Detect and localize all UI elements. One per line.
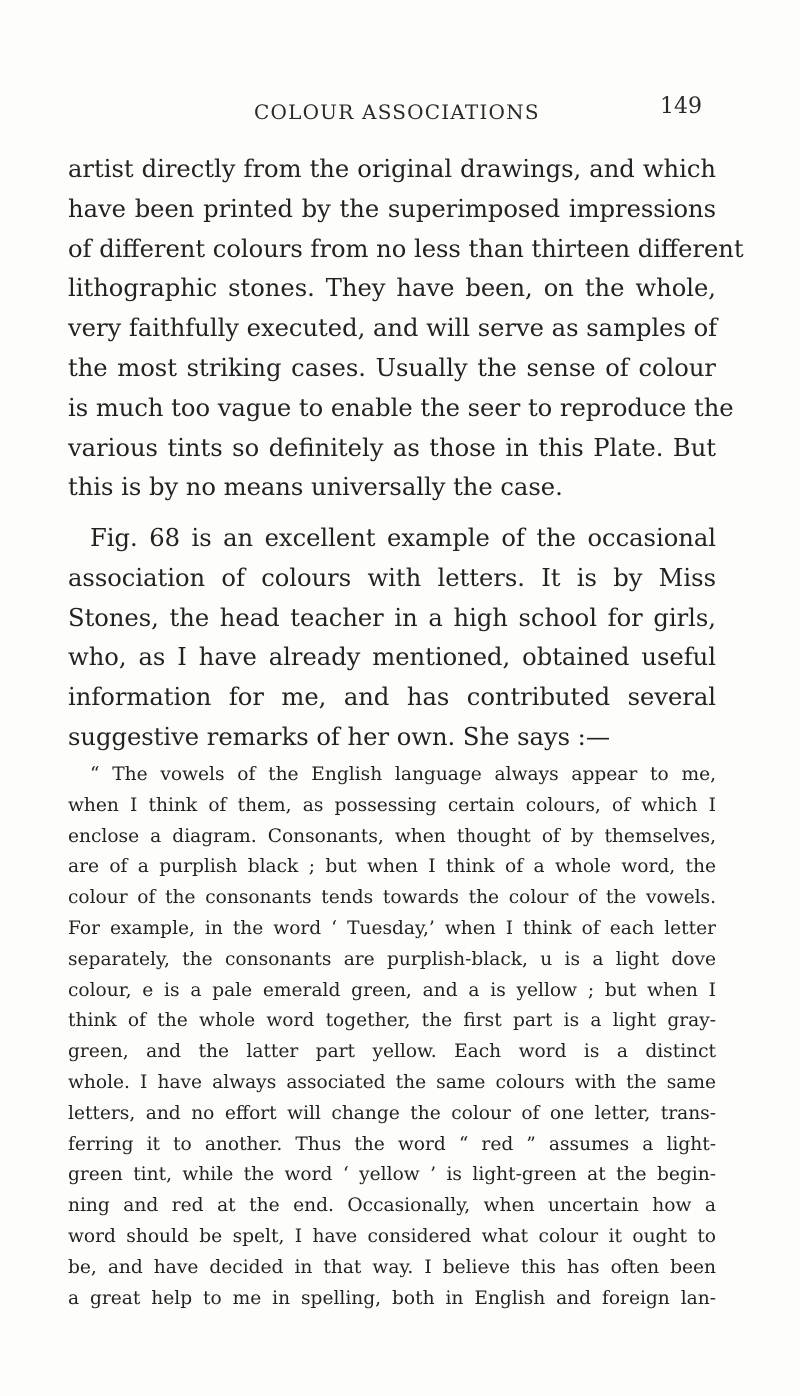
quote-line: For example, in the word ‘ Tuesday,’ when I think of each letter: [68, 917, 716, 939]
quote-line: be, and have decided in that way. I believe this has often been: [68, 1256, 716, 1278]
text-line: is much too vague to enable the seer to reproduce the: [68, 393, 734, 422]
quote-line: “ The vowels of the English language always appear to me,: [90, 764, 716, 785]
quote-line: whole. I have always associated the same colours with the same: [68, 1071, 716, 1093]
text-line: suggestive remarks of her own. She says :—: [68, 722, 611, 751]
text-line: very faithfully executed, and will serve as samples of: [68, 314, 718, 343]
quote-line: separately, the consonants are purplish-black, u is a light dove: [68, 948, 716, 970]
running-title: COLOUR ASSOCIATIONS: [254, 100, 540, 124]
quote-line: a great help to me in spelling, both in English and foreign lan-: [68, 1287, 716, 1309]
text-line: lithographic stones. They have been, on the whole,: [68, 274, 716, 303]
quote-line: letters, and no effort will change the colour of one letter, trans-: [68, 1102, 716, 1124]
quote-line: enclose a diagram. Consonants, when thought of by themselves,: [68, 825, 716, 847]
page-header: [70, 90, 710, 130]
text-line: information for me, and has contributed several: [68, 683, 716, 712]
text-line: have been printed by the superimposed impressions: [68, 194, 716, 223]
quote-line: green tint, while the word ‘ yellow ’ is light-green at the begin-: [68, 1164, 716, 1186]
text-line: artist directly from the original drawings, and which: [68, 155, 716, 183]
quote-line: are of a purplish black ; but when I think of a whole word, the: [68, 856, 716, 878]
text-line: the most striking cases. Usually the sense of colour: [68, 353, 716, 382]
block-quote: [68, 760, 716, 1314]
quote-line: ning and red at the end. Occasionally, when uncertain how a: [68, 1195, 716, 1217]
quote-line: ferring it to another. Thus the word “ red ” assumes a light-: [68, 1133, 716, 1155]
text-line: of different colours from no less than thirteen different: [68, 234, 744, 263]
quote-line: green, and the latter part yellow. Each word is a distinct: [68, 1041, 716, 1063]
paragraph-fig-68: [68, 519, 716, 758]
text-line: who, as I have already mentioned, obtained useful: [68, 643, 716, 672]
text-line: association of colours with letters. It is by Miss: [68, 563, 716, 592]
text-line: Stones, the head teacher in a high school for girls,: [68, 603, 716, 632]
quote-line: think of the whole word together, the first part is a light gray-: [68, 1010, 716, 1032]
paragraph-plate-description: [68, 150, 744, 508]
text-line: Fig. 68 is an excellent example of the occasional: [90, 524, 716, 552]
page-number: 149: [660, 94, 702, 119]
quote-line: colour of the consonants tends towards the colour of the vowels.: [68, 887, 716, 909]
quote-line: colour, e is a pale emerald green, and a is yellow ; but when I: [68, 979, 716, 1001]
quote-line: when I think of them, as possessing certain colours, of which I: [68, 794, 716, 816]
text-line: this is by no means universally the case.: [68, 473, 563, 502]
quote-line: word should be spelt, I have considered what colour it ought to: [68, 1225, 716, 1247]
text-line: various tints so definitely as those in this Plate. But: [68, 433, 716, 462]
